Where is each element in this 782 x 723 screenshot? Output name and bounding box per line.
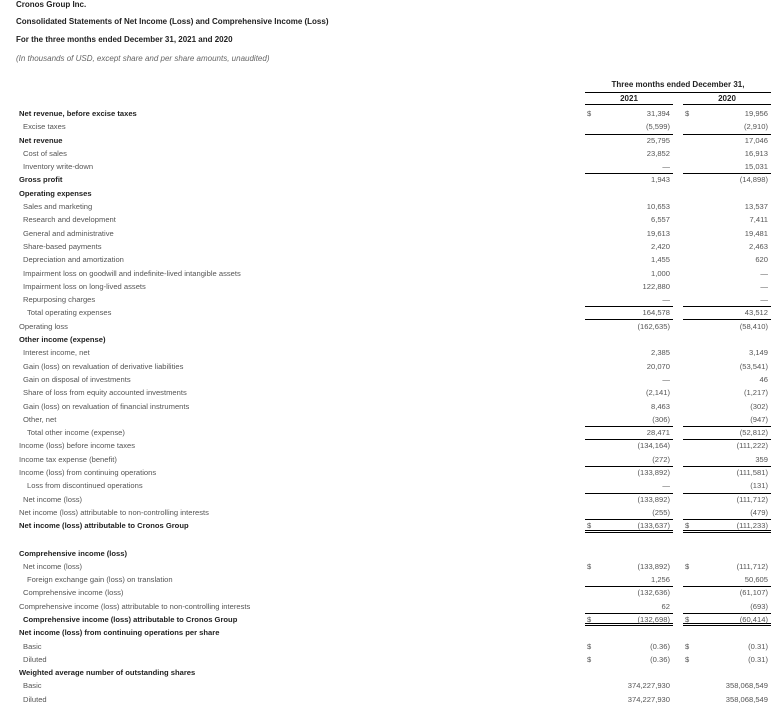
cell-value: 62 (661, 601, 670, 611)
cell-2021 (585, 306, 673, 319)
cell-2021 (585, 173, 673, 186)
cell-2020 (683, 426, 771, 439)
currency-symbol: $ (587, 654, 592, 664)
cell-2021 (585, 413, 673, 426)
cell-2020 (683, 439, 771, 452)
currency-symbol: $ (587, 614, 592, 624)
table-row (0, 653, 782, 666)
table-row (0, 479, 782, 492)
cell-2021 (585, 653, 673, 666)
table-row (0, 413, 782, 426)
cell-2020 (683, 573, 771, 586)
column-year-2020: 2020 (683, 94, 771, 105)
cell-2020 (683, 373, 771, 386)
cell-2021 (585, 293, 673, 306)
cell-value: 359 (755, 454, 768, 464)
cell-value: (111,712) (736, 561, 768, 571)
currency-symbol: $ (587, 521, 592, 531)
cell-value: (111,222) (736, 441, 768, 451)
cell-value: 10,653 (646, 202, 670, 212)
currency-symbol: $ (685, 641, 690, 651)
cell-2021 (585, 439, 673, 452)
row-label: Other, net (23, 414, 57, 424)
cell-value: — (760, 268, 768, 278)
cell-2020 (683, 227, 771, 240)
cell-value: — (662, 481, 670, 491)
cell-2020 (683, 586, 771, 599)
cell-value: 19,481 (744, 228, 768, 238)
row-label: Net income (loss) from continuing operations per share (19, 628, 220, 638)
cell-2020 (683, 253, 771, 266)
cell-value: (947) (750, 414, 768, 424)
table-row (0, 306, 782, 319)
cell-2021 (585, 160, 673, 173)
currency-symbol: $ (685, 109, 690, 118)
table-row (0, 640, 782, 653)
cell-value: 2,463 (748, 241, 768, 251)
cell-2020 (683, 693, 771, 706)
cell-2021 (585, 613, 673, 626)
column-year-2021: 2021 (585, 94, 673, 105)
row-label: Gain on disposal of investments (23, 374, 131, 384)
row-label: Net revenue, before excise taxes (19, 109, 137, 118)
row-label: Weighted average number of outstanding shares (19, 668, 196, 678)
table-row (0, 267, 782, 280)
table-row (0, 547, 782, 560)
row-label: Diluted (23, 694, 47, 704)
cell-2021 (585, 679, 673, 692)
cell-value: 20,070 (646, 361, 670, 371)
cell-2021 (585, 373, 673, 386)
cell-value: 374,227,930 (627, 694, 670, 704)
row-label: Share-based payments (23, 241, 102, 251)
cell-value: 1,000 (650, 268, 670, 278)
table-row (0, 493, 782, 506)
row-label: Comprehensive income (loss) (19, 548, 128, 558)
statement-period: For the three months ended December 31, 2021 and 2020 (16, 35, 233, 44)
cell-value: (0.31) (748, 654, 768, 664)
table-row (0, 227, 782, 240)
cell-2020 (683, 613, 771, 626)
row-label: Income (loss) from continuing operations (19, 468, 157, 478)
cell-value: 2,420 (650, 241, 670, 251)
row-label: Income tax expense (benefit) (19, 454, 117, 464)
cell-value: (2,910) (743, 122, 768, 132)
cell-2020 (683, 666, 771, 679)
row-label: Foreign exchange gain (loss) on translation (27, 575, 173, 585)
row-spacer (0, 533, 782, 547)
cell-2021 (585, 547, 673, 560)
cell-2021 (585, 227, 673, 240)
cell-2020 (683, 679, 771, 692)
cell-2020 (683, 493, 771, 506)
statement-table (0, 107, 782, 706)
cell-2020 (683, 267, 771, 280)
row-label: Gain (loss) on revaluation of derivative liabilities (23, 361, 184, 371)
cell-value: — (760, 295, 768, 305)
row-label: Impairment loss on long-lived assets (23, 281, 146, 291)
cell-value: — (662, 374, 670, 384)
cell-value: 50,605 (744, 575, 768, 585)
row-label: Depreciation and amortization (23, 255, 124, 265)
cell-2020 (683, 173, 771, 186)
cell-value: (132,636) (637, 588, 670, 598)
cell-2021 (585, 134, 673, 147)
table-row (0, 333, 782, 346)
cell-value: 3,149 (748, 348, 768, 358)
company-name: Cronos Group Inc. (16, 0, 87, 9)
table-row (0, 120, 782, 133)
currency-symbol: $ (587, 561, 592, 571)
cell-2021 (585, 120, 673, 133)
currency-symbol: $ (685, 561, 690, 571)
cell-2021 (585, 253, 673, 266)
cell-value: 8,463 (650, 401, 670, 411)
table-row (0, 213, 782, 226)
table-row (0, 439, 782, 452)
cell-value: 43,512 (744, 308, 768, 318)
cell-2021 (585, 267, 673, 280)
cell-2021 (585, 360, 673, 373)
statement-title: Consolidated Statements of Net Income (Loss) and Comprehensive Income (Loss) (16, 17, 329, 26)
cell-value: 358,068,549 (725, 681, 768, 691)
cell-value: (133,637) (637, 521, 670, 531)
table-row (0, 346, 782, 359)
cell-2020 (683, 386, 771, 399)
cell-2020 (683, 200, 771, 213)
cell-value: (61,107) (739, 588, 768, 598)
cell-2021 (585, 693, 673, 706)
cell-value: (133,892) (637, 494, 670, 504)
cell-2021 (585, 666, 673, 679)
cell-value: 16,913 (744, 148, 768, 158)
table-row (0, 519, 782, 532)
table-row (0, 560, 782, 573)
cell-value: (132,698) (637, 614, 670, 624)
table-row (0, 573, 782, 586)
row-label: Share of loss from equity accounted investments (23, 388, 187, 398)
cell-2021 (585, 479, 673, 492)
cell-2020 (683, 479, 771, 492)
row-label: Interest income, net (23, 348, 90, 358)
cell-2020 (683, 560, 771, 573)
cell-value: 1,256 (650, 575, 670, 585)
currency-symbol: $ (587, 109, 592, 118)
cell-2020 (683, 333, 771, 346)
statement-note: (In thousands of USD, except share and per share amounts, unaudited) (16, 54, 270, 63)
row-label: Basic (23, 641, 42, 651)
cell-2021 (585, 426, 673, 439)
cell-value: (2,141) (645, 388, 670, 398)
table-row (0, 426, 782, 439)
cell-value: (0.36) (650, 641, 670, 651)
cell-value: 374,227,930 (627, 681, 670, 691)
cell-value: (111,233) (736, 521, 768, 531)
cell-value: 164,578 (642, 308, 670, 318)
row-label: Operating expenses (19, 188, 92, 198)
cell-2020 (683, 306, 771, 319)
row-label: Income (loss) before income taxes (19, 441, 136, 451)
cell-2021 (585, 506, 673, 519)
cell-value: — (662, 295, 670, 305)
row-label: Sales and marketing (23, 202, 93, 212)
cell-2021 (585, 107, 673, 120)
cell-2020 (683, 626, 771, 639)
cell-value: 1,455 (650, 255, 670, 265)
cell-2020 (683, 600, 771, 613)
cell-value: (111,712) (736, 494, 768, 504)
table-row (0, 373, 782, 386)
cell-2020 (683, 107, 771, 120)
cell-2021 (585, 200, 673, 213)
cell-value: (111,581) (736, 468, 768, 478)
cell-value: (131) (750, 481, 768, 491)
row-label: Repurposing charges (23, 295, 96, 305)
cell-2020 (683, 653, 771, 666)
row-label: General and administrative (23, 228, 114, 238)
row-label: Net revenue (19, 135, 63, 145)
cell-2021 (585, 147, 673, 160)
cell-value: 358,068,549 (725, 694, 768, 704)
cell-2021 (585, 187, 673, 200)
table-row (0, 360, 782, 373)
cell-value: 1,943 (650, 175, 670, 185)
cell-value: 19,956 (744, 109, 768, 118)
table-row (0, 200, 782, 213)
cell-value: 19,613 (646, 228, 670, 238)
table-row (0, 466, 782, 479)
cell-value: (14,898) (739, 175, 768, 185)
cell-2020 (683, 293, 771, 306)
table-row (0, 320, 782, 333)
cell-2020 (683, 519, 771, 532)
table-row (0, 613, 782, 626)
cell-value: (479) (750, 507, 768, 517)
cell-2021 (585, 333, 673, 346)
row-label: Net income (loss) attributable to Cronos Group (19, 521, 189, 531)
cell-2021 (585, 453, 673, 466)
cell-value: 46 (759, 374, 768, 384)
currency-symbol: $ (685, 654, 690, 664)
row-label: Net income (loss) (23, 561, 83, 571)
cell-value: 13,537 (744, 202, 768, 212)
row-label: Comprehensive income (loss) attributable to Cronos Group (23, 614, 238, 624)
cell-value: 17,046 (744, 135, 768, 145)
cell-value: 2,385 (650, 348, 670, 358)
table-row (0, 293, 782, 306)
cell-2021 (585, 346, 673, 359)
cell-2021 (585, 600, 673, 613)
cell-value: 31,394 (646, 109, 670, 118)
row-label: Gross profit (19, 175, 63, 185)
cell-2020 (683, 280, 771, 293)
table-row (0, 666, 782, 679)
cell-value: (693) (750, 601, 768, 611)
cell-2021 (585, 466, 673, 479)
cell-value: — (760, 281, 768, 291)
row-label: Other income (expense) (19, 335, 106, 345)
table-row (0, 386, 782, 399)
table-row (0, 626, 782, 639)
cell-value: 25,795 (646, 135, 670, 145)
currency-symbol: $ (685, 614, 690, 624)
table-row (0, 160, 782, 173)
cell-value: (53,541) (739, 361, 768, 371)
cell-value: (5,599) (645, 122, 670, 132)
cell-value: (134,164) (637, 441, 670, 451)
table-row (0, 693, 782, 706)
cell-2021 (585, 280, 673, 293)
cell-2021 (585, 493, 673, 506)
table-row (0, 107, 782, 120)
cell-2021 (585, 586, 673, 599)
cell-value: 28,471 (646, 428, 670, 438)
row-label: Loss from discontinued operations (27, 481, 143, 491)
cell-value: (52,812) (739, 428, 768, 438)
row-label: Cost of sales (23, 148, 67, 158)
table-row (0, 400, 782, 413)
cell-2021 (585, 320, 673, 333)
row-label: Excise taxes (23, 122, 66, 132)
row-label: Comprehensive income (loss) attributable to non-controlling interests (19, 601, 251, 611)
cell-value: 15,031 (744, 162, 768, 172)
table-row (0, 280, 782, 293)
table-row (0, 600, 782, 613)
cell-2020 (683, 547, 771, 560)
row-label: Net income (loss) attributable to non-controlling interests (19, 507, 209, 517)
cell-value: (306) (652, 414, 670, 424)
cell-2020 (683, 147, 771, 160)
cell-2020 (683, 506, 771, 519)
table-row (0, 586, 782, 599)
column-header (585, 80, 771, 105)
table-row (0, 679, 782, 692)
row-label: Basic (23, 681, 42, 691)
cell-2020 (683, 466, 771, 479)
row-label: Net income (loss) (23, 494, 83, 504)
cell-value: (255) (652, 507, 670, 517)
row-label: Diluted (23, 654, 47, 664)
row-label: Research and development (23, 215, 116, 225)
column-group-title: Three months ended December 31, (585, 80, 771, 93)
cell-value: (0.31) (748, 641, 768, 651)
cell-value: 6,557 (650, 215, 670, 225)
cell-value: (1,217) (743, 388, 768, 398)
cell-2020 (683, 160, 771, 173)
cell-2020 (683, 240, 771, 253)
cell-value: (58,410) (739, 321, 768, 331)
cell-2020 (683, 360, 771, 373)
cell-2021 (585, 640, 673, 653)
table-row (0, 173, 782, 186)
cell-value: 7,411 (749, 215, 768, 225)
cell-value: — (662, 162, 670, 172)
table-row (0, 453, 782, 466)
cell-value: (133,892) (637, 468, 670, 478)
cell-2020 (683, 453, 771, 466)
cell-2020 (683, 400, 771, 413)
cell-value: 122,880 (642, 281, 670, 291)
row-label: Inventory write-down (23, 162, 94, 172)
cell-2021 (585, 519, 673, 532)
table-row (0, 147, 782, 160)
cell-2020 (683, 134, 771, 147)
cell-value: 23,852 (646, 148, 670, 158)
row-label: Total other income (expense) (27, 428, 125, 438)
cell-2021 (585, 240, 673, 253)
cell-2020 (683, 120, 771, 133)
table-row (0, 506, 782, 519)
cell-value: (302) (750, 401, 768, 411)
row-label: Comprehensive income (loss) (23, 588, 124, 598)
cell-2020 (683, 346, 771, 359)
cell-2020 (683, 640, 771, 653)
table-row (0, 187, 782, 200)
row-label: Operating loss (19, 321, 68, 331)
cell-2021 (585, 560, 673, 573)
table-row (0, 240, 782, 253)
row-label: Impairment loss on goodwill and indefinite-lived intangible assets (23, 268, 241, 278)
row-label: Total operating expenses (27, 308, 112, 318)
cell-2021 (585, 400, 673, 413)
cell-value: 620 (755, 255, 768, 265)
currency-symbol: $ (587, 641, 592, 651)
cell-value: (0.36) (650, 654, 670, 664)
cell-2020 (683, 187, 771, 200)
cell-value: (133,892) (637, 561, 670, 571)
cell-2020 (683, 213, 771, 226)
row-label: Gain (loss) on revaluation of financial instruments (23, 401, 190, 411)
table-row (0, 134, 782, 147)
cell-value: (162,635) (637, 321, 670, 331)
table-row (0, 253, 782, 266)
cell-2020 (683, 320, 771, 333)
cell-2021 (585, 213, 673, 226)
cell-value: (272) (652, 454, 670, 464)
currency-symbol: $ (685, 521, 690, 531)
cell-2021 (585, 626, 673, 639)
cell-value: (60,414) (739, 614, 768, 624)
cell-2020 (683, 413, 771, 426)
cell-2021 (585, 573, 673, 586)
cell-2021 (585, 386, 673, 399)
